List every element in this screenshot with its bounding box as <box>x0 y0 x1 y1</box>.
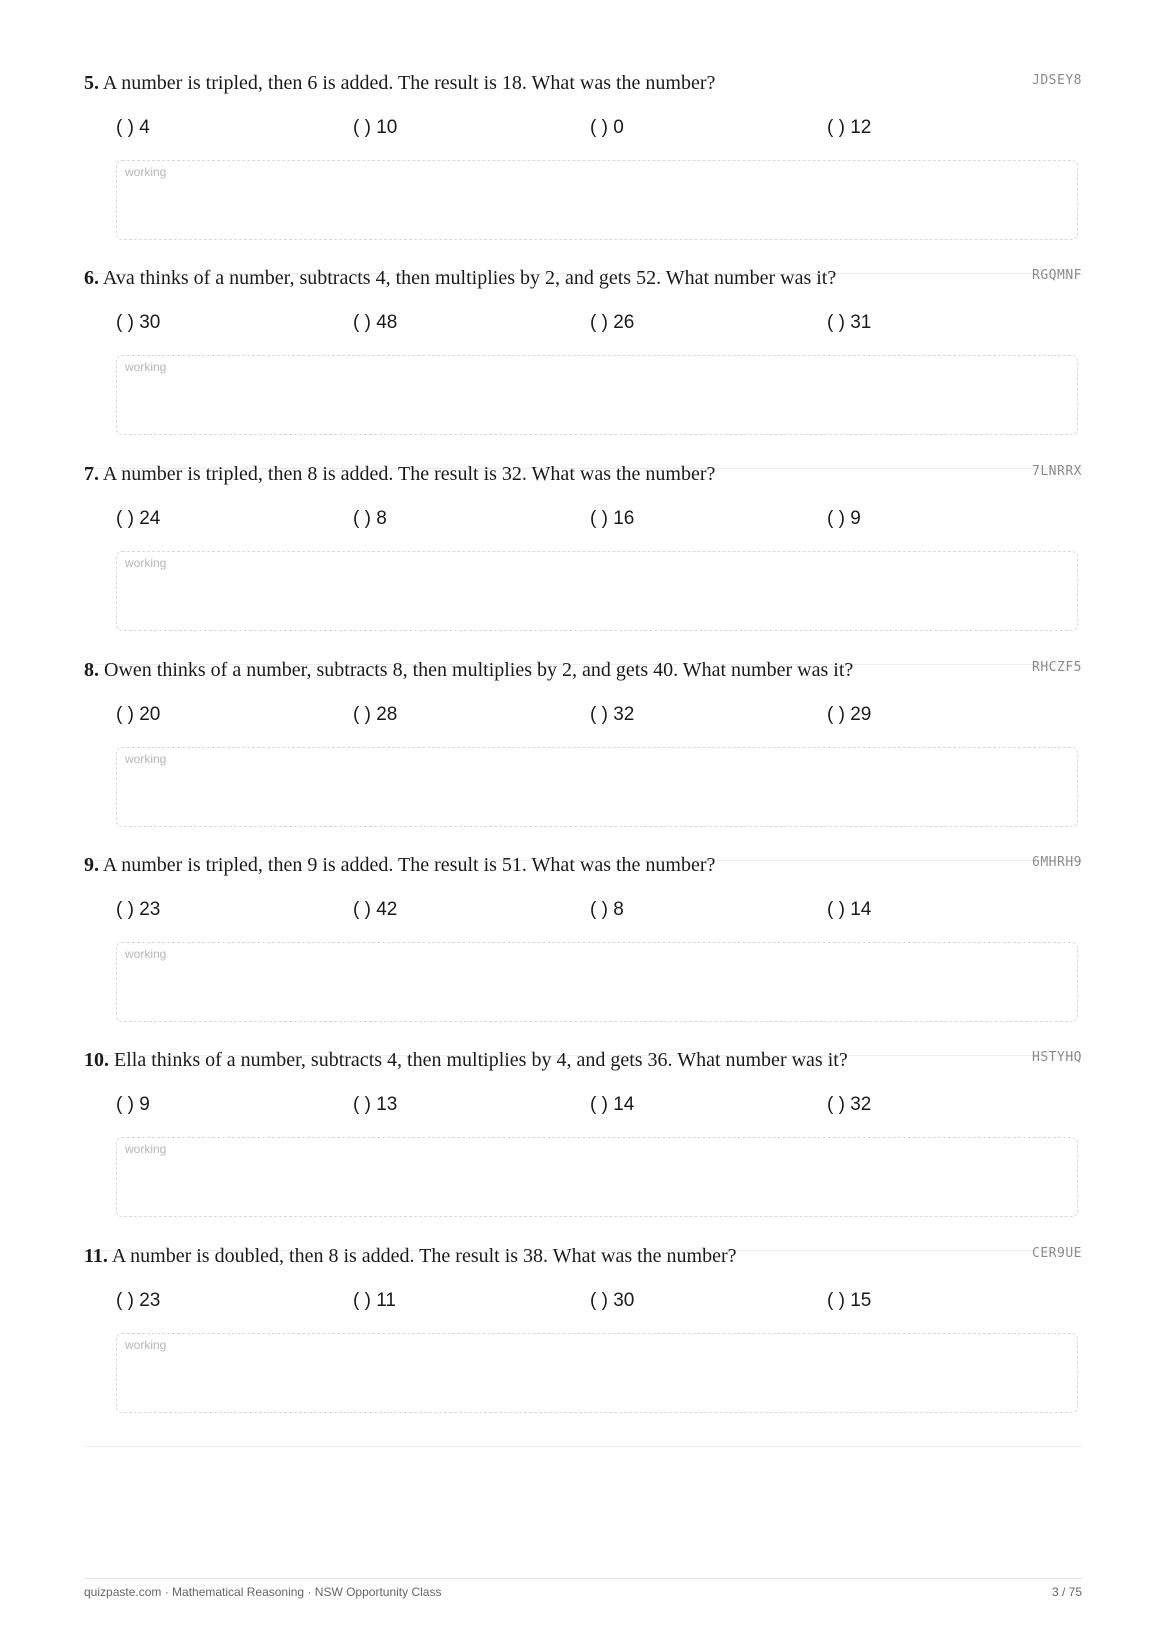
question-header <box>84 655 1082 685</box>
question-text <box>84 655 853 685</box>
question-body: A number is tripled, then 9 is added. The result is 51. What was the number? <box>102 854 716 876</box>
answer-option[interactable]: ( ) 24 <box>116 508 161 529</box>
question-header <box>84 850 1082 880</box>
answer-option[interactable]: ( ) 15 <box>827 1290 872 1311</box>
working-area[interactable] <box>116 551 1078 631</box>
question-number: 9. <box>84 854 99 876</box>
question-number: 8. <box>84 659 99 681</box>
question-text <box>84 850 715 880</box>
answer-option[interactable]: ( ) 20 <box>116 704 161 725</box>
question-body: Ella thinks of a number, subtracts 4, then multiplies by 4, and gets 36. What number was it? <box>114 1049 848 1071</box>
answer-options <box>116 505 1082 533</box>
working-label: working <box>125 1338 167 1352</box>
answer-option[interactable]: ( ) 10 <box>353 117 398 138</box>
answer-options <box>116 1091 1082 1119</box>
answer-options <box>116 896 1082 924</box>
answer-option[interactable]: ( ) 32 <box>590 704 635 725</box>
page-number: 3 / 75 <box>1051 1585 1082 1599</box>
working-label: working <box>125 947 167 961</box>
question-body: A number is tripled, then 6 is added. The result is 18. What was the number? <box>102 72 716 94</box>
question-11 <box>84 1241 1082 1447</box>
question-code: 6MHRH9 <box>1032 855 1082 870</box>
question-10 <box>84 1045 1082 1251</box>
question-7 <box>84 459 1082 665</box>
answer-option[interactable]: ( ) 31 <box>827 312 872 333</box>
working-label: working <box>125 1142 167 1156</box>
answer-option[interactable]: ( ) 30 <box>590 1290 635 1311</box>
working-label: working <box>125 165 167 179</box>
question-text <box>84 1045 848 1075</box>
answer-options <box>116 1287 1082 1315</box>
question-number: 10. <box>84 1049 109 1071</box>
working-label: working <box>125 556 167 570</box>
question-5 <box>84 68 1082 274</box>
question-code: CER9UE <box>1032 1246 1082 1261</box>
working-area[interactable] <box>116 355 1078 435</box>
question-text <box>84 68 715 98</box>
answer-option[interactable]: ( ) 23 <box>116 899 161 920</box>
answer-option[interactable]: ( ) 14 <box>590 1094 635 1115</box>
question-body: Owen thinks of a number, subtracts 8, then multiplies by 2, and gets 40. What number was it? <box>104 659 854 681</box>
question-code: RHCZF5 <box>1032 660 1082 675</box>
question-code: JDSEY8 <box>1032 73 1082 88</box>
answer-options <box>116 309 1082 337</box>
question-body: A number is doubled, then 8 is added. The result is 38. What was the number? <box>111 1245 737 1267</box>
question-text <box>84 459 715 489</box>
question-header <box>84 1045 1082 1075</box>
question-header <box>84 68 1082 98</box>
answer-option[interactable]: ( ) 11 <box>353 1290 396 1311</box>
working-area[interactable] <box>116 747 1078 827</box>
answer-option[interactable]: ( ) 14 <box>827 899 872 920</box>
answer-option[interactable]: ( ) 13 <box>353 1094 398 1115</box>
question-number: 6. <box>84 267 99 289</box>
question-body: A number is tripled, then 8 is added. The result is 32. What was the number? <box>102 463 716 485</box>
question-header <box>84 459 1082 489</box>
question-number: 7. <box>84 463 99 485</box>
working-area[interactable] <box>116 942 1078 1022</box>
answer-option[interactable]: ( ) 8 <box>590 899 624 920</box>
answer-option[interactable]: ( ) 42 <box>353 899 398 920</box>
answer-option[interactable]: ( ) 29 <box>827 704 872 725</box>
question-8 <box>84 655 1082 861</box>
working-label: working <box>125 752 167 766</box>
answer-option[interactable]: ( ) 9 <box>116 1094 150 1115</box>
question-6 <box>84 263 1082 469</box>
question-code: 7LNRRX <box>1032 464 1082 479</box>
working-area[interactable] <box>116 1137 1078 1217</box>
answer-option[interactable]: ( ) 9 <box>827 508 861 529</box>
answer-option[interactable]: ( ) 16 <box>590 508 635 529</box>
answer-option[interactable]: ( ) 23 <box>116 1290 161 1311</box>
answer-options <box>116 701 1082 729</box>
page-footer <box>84 1578 1082 1609</box>
footer-source: quizpaste.com · Mathematical Reasoning · NSW Opportunity Class <box>84 1585 442 1599</box>
answer-option[interactable]: ( ) 32 <box>827 1094 872 1115</box>
answer-option[interactable]: ( ) 12 <box>827 117 872 138</box>
answer-option[interactable]: ( ) 4 <box>116 117 150 138</box>
answer-option[interactable]: ( ) 48 <box>353 312 398 333</box>
question-header <box>84 263 1082 293</box>
question-text <box>84 263 836 293</box>
working-area[interactable] <box>116 1333 1078 1413</box>
answer-option[interactable]: ( ) 8 <box>353 508 387 529</box>
question-number: 5. <box>84 72 99 94</box>
working-label: working <box>125 360 167 374</box>
question-body: Ava thinks of a number, subtracts 4, then multiplies by 2, and gets 52. What number was it? <box>102 267 837 289</box>
answer-options <box>116 114 1082 142</box>
question-code: RGQMNF <box>1032 268 1082 283</box>
question-text <box>84 1241 737 1271</box>
answer-option[interactable]: ( ) 30 <box>116 312 161 333</box>
question-header <box>84 1241 1082 1271</box>
question-number: 11. <box>84 1245 108 1267</box>
answer-option[interactable]: ( ) 28 <box>353 704 398 725</box>
answer-option[interactable]: ( ) 26 <box>590 312 635 333</box>
question-code: HSTYHQ <box>1032 1050 1082 1065</box>
working-area[interactable] <box>116 160 1078 240</box>
question-9 <box>84 850 1082 1056</box>
answer-option[interactable]: ( ) 0 <box>590 117 624 138</box>
